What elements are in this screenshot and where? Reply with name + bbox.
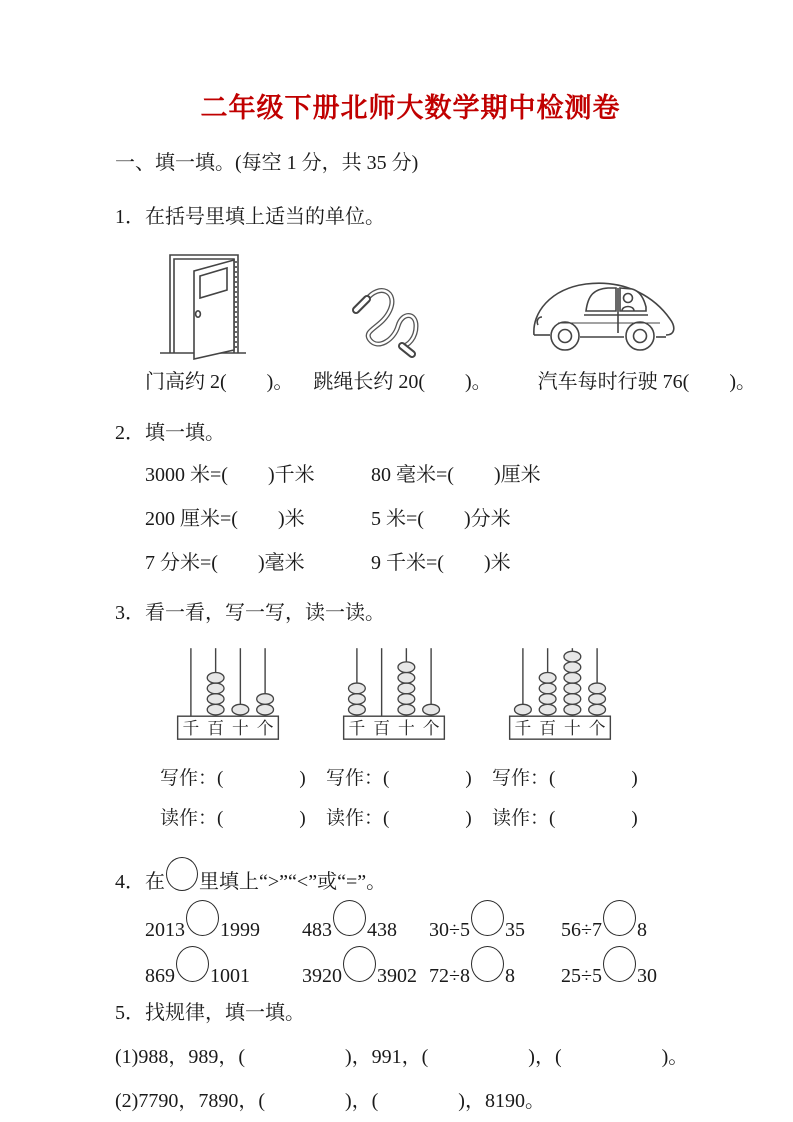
q3-write-read-lines — [160, 759, 735, 839]
comparison-left-value: 483 — [302, 919, 332, 941]
comparison-item — [302, 899, 429, 943]
abacus-illustration — [507, 639, 613, 751]
svg-text:十: 十 — [231, 718, 249, 738]
comparison-row — [145, 899, 735, 943]
q4-label-prefix: 4．在 — [115, 871, 165, 893]
write-as-line: 写作：( ) — [492, 768, 638, 789]
comparison-circle — [603, 900, 636, 936]
q2-conversion-item: 200 厘米=( )米 — [145, 508, 305, 530]
comparison-item — [302, 945, 429, 989]
section-one-heading: 一、填一填。(每空 1 分，共 35 分) — [115, 152, 419, 174]
svg-text:百: 百 — [373, 718, 391, 738]
q4-comparison-rows — [145, 899, 735, 989]
write-as-line: 写作：( ) — [326, 768, 472, 789]
comparison-right-value: 1001 — [210, 965, 250, 987]
comparison-item — [561, 945, 735, 989]
q5-line-1: (1)988，989，( )，991，( )，( )。 — [115, 1046, 689, 1068]
page-title: 二年级下册北师大数学期中检测卷 — [200, 93, 621, 123]
comparison-left-value: 869 — [145, 965, 175, 987]
comparison-item — [145, 899, 302, 943]
svg-text:千: 千 — [182, 718, 200, 738]
q2-conversion-grid — [145, 461, 735, 577]
car-caption: 汽车每时行驶 76( )。 — [537, 371, 756, 393]
read-as-line: 读作：( ) — [160, 808, 306, 829]
q3-answer-column — [160, 759, 326, 839]
comparison-item — [145, 945, 302, 989]
comparison-right-value: 35 — [504, 919, 525, 941]
q4-label-suffix: 里填上“>”“<”或“=”。 — [199, 871, 387, 893]
comparison-right-value: 1999 — [220, 919, 260, 941]
svg-text:个: 个 — [588, 718, 606, 738]
comparison-left-value: 3920 — [302, 965, 342, 987]
abacus-row — [175, 639, 735, 753]
comparison-circle — [176, 946, 209, 982]
read-as-line: 读作：( ) — [492, 808, 638, 829]
q2-conversion-item: 7 分米=( )毫米 — [145, 552, 305, 574]
comparison-item — [429, 945, 561, 989]
write-as-line: 写作：( ) — [160, 768, 306, 789]
comparison-circle — [333, 900, 366, 936]
comparison-right-value: 438 — [367, 919, 397, 941]
svg-text:千: 千 — [348, 718, 366, 738]
jump-rope-caption: 跳绳长约 20( )。 — [313, 371, 492, 393]
comparison-circle — [166, 857, 198, 891]
comparison-left-value: 56÷7 — [561, 919, 602, 941]
read-as-line: 读作：( ) — [326, 808, 472, 829]
svg-text:个: 个 — [422, 718, 440, 738]
comparison-item — [561, 899, 735, 943]
q2-conversion-item: 80 毫米=( )厘米 — [371, 464, 541, 486]
svg-text:十: 十 — [563, 718, 581, 738]
q1-label: 1．在括号里填上适当的单位。 — [115, 206, 385, 228]
comparison-circle — [471, 900, 504, 936]
comparison-circle — [603, 946, 636, 982]
comparison-left-value: 30÷5 — [429, 919, 470, 941]
q4-label — [115, 853, 735, 897]
q2-label: 2．填一填。 — [115, 422, 225, 444]
comparison-right-value: 3902 — [377, 965, 417, 987]
comparison-left-value: 25÷5 — [561, 965, 602, 987]
svg-text:千: 千 — [514, 718, 532, 738]
abacus-illustration — [341, 639, 447, 751]
svg-text:个: 个 — [256, 718, 274, 738]
car-illustration — [528, 271, 680, 359]
q5-line-2: (2)7790，7890，( )，( )，8190。 — [115, 1090, 545, 1112]
comparison-item — [429, 899, 561, 943]
jump-rope-illustration — [346, 278, 430, 358]
q1-illustrations — [158, 239, 735, 361]
comparison-left-value: 72÷8 — [429, 965, 470, 987]
comparison-circle — [186, 900, 219, 936]
q3-label: 3．看一看，写一写，读一读。 — [115, 602, 385, 624]
door-illustration — [158, 241, 250, 361]
q3-answer-column — [492, 759, 658, 839]
comparison-row — [145, 945, 735, 989]
q3-answer-column — [326, 759, 492, 839]
comparison-right-value: 30 — [636, 965, 657, 987]
svg-text:百: 百 — [207, 718, 225, 738]
comparison-left-value: 2013 — [145, 919, 185, 941]
q2-conversion-item: 3000 米=( )千米 — [145, 464, 315, 486]
q1-captions — [145, 369, 756, 395]
abacus-illustration — [175, 639, 281, 751]
comparison-right-value: 8 — [504, 965, 515, 987]
q5-label: 5．找规律，填一填。 — [115, 1002, 305, 1024]
svg-text:十: 十 — [397, 718, 415, 738]
svg-text:百: 百 — [539, 718, 557, 738]
comparison-circle — [343, 946, 376, 982]
comparison-right-value: 8 — [636, 919, 647, 941]
comparison-circle — [471, 946, 504, 982]
door-caption: 门高约 2( )。 — [145, 371, 294, 393]
q2-conversion-item: 5 米=( )分米 — [371, 508, 511, 530]
q2-conversion-item: 9 千米=( )米 — [371, 552, 511, 574]
